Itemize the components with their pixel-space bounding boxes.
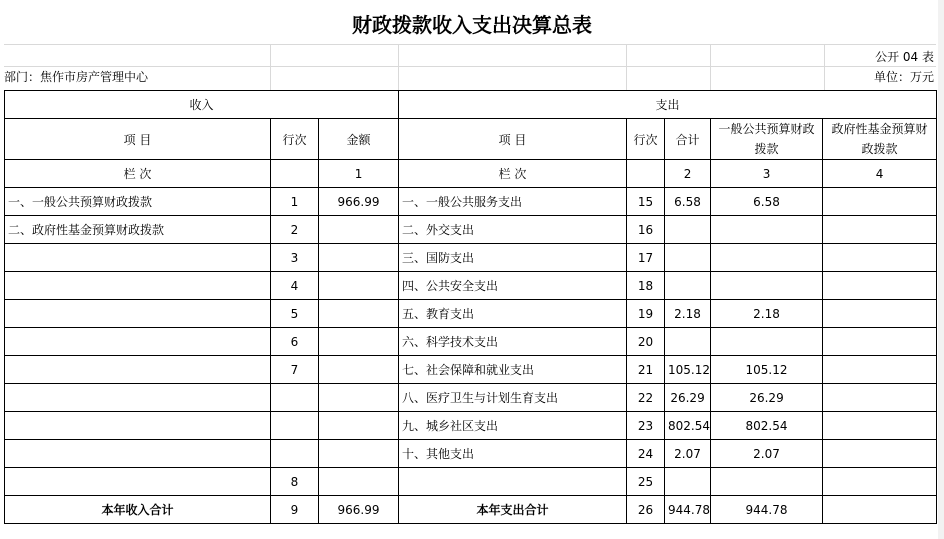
expense-fund-cell: [823, 412, 937, 440]
page-title: 财政拨款收入支出决算总表: [352, 13, 592, 37]
expense-general-cell: 802.54: [711, 412, 823, 440]
expense-total-row-no: 26: [627, 496, 665, 524]
expense-general-cell: [711, 272, 823, 300]
income-amount-cell: [319, 272, 399, 300]
header-gridline: [270, 44, 271, 90]
expense-fund-cell: [823, 188, 937, 216]
income-row-no-header: 行次: [271, 119, 319, 160]
expense-total-cell: [665, 328, 711, 356]
expense-fund-cell: [823, 272, 937, 300]
income-item-cell: [5, 440, 271, 468]
expense-general-cell: [711, 244, 823, 272]
income-row-no-cell: [271, 384, 319, 412]
expense-item-cell: 四、公共安全支出: [399, 272, 627, 300]
table-row: [5, 328, 937, 356]
expense-total-cell: 802.54: [665, 412, 711, 440]
expense-total-cell: 6.58: [665, 188, 711, 216]
table-row: [5, 468, 937, 496]
expense-general-cell: [711, 328, 823, 356]
income-amount-cell: [319, 300, 399, 328]
expense-total-cell: [665, 272, 711, 300]
table-row: [5, 272, 937, 300]
column-header-row: [5, 119, 937, 160]
income-amount-cell: [319, 216, 399, 244]
expense-general-cell: 6.58: [711, 188, 823, 216]
table-row: [5, 188, 937, 216]
table-row: [5, 356, 937, 384]
expense-fund-cell: [823, 244, 937, 272]
income-row-no-cell: 7: [271, 356, 319, 384]
expense-fund-cell: [823, 328, 937, 356]
income-item-header: 项 目: [5, 119, 271, 160]
expense-row-no-cell: 21: [627, 356, 665, 384]
income-amount-header: 金额: [319, 119, 399, 160]
expense-total-cell: [665, 244, 711, 272]
expense-item-cell: 十、其他支出: [399, 440, 627, 468]
section-header-row: [5, 91, 937, 119]
income-total-row-no: 9: [271, 496, 319, 524]
expense-total-amount: 944.78: [665, 496, 711, 524]
expense-item-header: 项 目: [399, 119, 627, 160]
column-number-cell: [271, 160, 319, 188]
income-row-no-cell: 4: [271, 272, 319, 300]
expense-total-cell: 2.07: [665, 440, 711, 468]
expense-fund-cell: [823, 356, 937, 384]
expense-item-cell: 七、社会保障和就业支出: [399, 356, 627, 384]
income-item-cell: [5, 300, 271, 328]
table-row: [5, 216, 937, 244]
expense-row-no-cell: 19: [627, 300, 665, 328]
table-row: [5, 384, 937, 412]
expense-fund-cell: [823, 440, 937, 468]
income-amount-cell: [319, 384, 399, 412]
income-amount-cell: [319, 244, 399, 272]
header-gridline: [710, 44, 711, 90]
income-row-no-cell: 3: [271, 244, 319, 272]
expense-total-header: 合计: [665, 119, 711, 160]
column-number-cell: 2: [665, 160, 711, 188]
column-label: 栏 次: [399, 160, 627, 188]
header-gridline: [4, 66, 936, 67]
income-amount-cell: [319, 468, 399, 496]
expense-item-cell: 三、国防支出: [399, 244, 627, 272]
expense-section-header: 支出: [399, 91, 937, 119]
table-row: [5, 412, 937, 440]
header-gridline: [4, 44, 936, 45]
income-row-no-cell: [271, 412, 319, 440]
department-label: 部门：焦作市房产管理中心: [4, 70, 149, 84]
expense-total-cell: [665, 216, 711, 244]
income-total-amount: 966.99: [319, 496, 399, 524]
expense-row-no-cell: 18: [627, 272, 665, 300]
totals-row: [5, 496, 937, 524]
unit-label: 单位：万元: [873, 70, 934, 84]
expense-item-cell: [399, 468, 627, 496]
expense-item-cell: 九、城乡社区支出: [399, 412, 627, 440]
expense-general-cell: 2.07: [711, 440, 823, 468]
expense-total-cell: 105.12: [665, 356, 711, 384]
fund-budget-header: 政府性基金预算财政拨款: [823, 119, 937, 160]
expense-total-cell: [665, 468, 711, 496]
income-item-cell: [5, 356, 271, 384]
table-row: [5, 300, 937, 328]
income-item-cell: [5, 384, 271, 412]
scroll-edge: [938, 0, 944, 539]
income-amount-cell: 966.99: [319, 188, 399, 216]
income-total-label: 本年收入合计: [5, 496, 271, 524]
expense-fund-cell: [823, 300, 937, 328]
column-number-row: [5, 160, 937, 188]
income-item-cell: [5, 244, 271, 272]
data-rows: [5, 188, 937, 496]
expense-row-no-header: 行次: [627, 119, 665, 160]
table-row: [5, 440, 937, 468]
expense-row-no-cell: 23: [627, 412, 665, 440]
income-row-no-cell: 2: [271, 216, 319, 244]
expense-general-cell: [711, 468, 823, 496]
income-amount-cell: [319, 356, 399, 384]
column-number-cell: 1: [319, 160, 399, 188]
income-item-cell: [5, 468, 271, 496]
expense-fund-cell: [823, 216, 937, 244]
expense-total-label: 本年支出合计: [399, 496, 627, 524]
column-number-cell: 4: [823, 160, 937, 188]
expense-row-no-cell: 22: [627, 384, 665, 412]
header-gridline: [398, 44, 399, 90]
expense-row-no-cell: 17: [627, 244, 665, 272]
column-number-cell: [627, 160, 665, 188]
expense-item-cell: 一、一般公共服务支出: [399, 188, 627, 216]
expense-item-cell: 八、医疗卫生与计划生育支出: [399, 384, 627, 412]
expense-item-cell: 二、外交支出: [399, 216, 627, 244]
expense-fund-cell: [823, 468, 937, 496]
income-row-no-cell: 8: [271, 468, 319, 496]
header-gridline: [824, 44, 825, 90]
expense-item-cell: 六、科学技术支出: [399, 328, 627, 356]
column-label: 栏 次: [5, 160, 271, 188]
expense-general-cell: [711, 216, 823, 244]
expense-fund-cell: [823, 384, 937, 412]
header-gridline: [626, 44, 627, 90]
income-amount-cell: [319, 412, 399, 440]
income-item-cell: [5, 328, 271, 356]
expense-row-no-cell: 25: [627, 468, 665, 496]
expense-general-cell: 2.18: [711, 300, 823, 328]
expense-item-cell: 五、教育支出: [399, 300, 627, 328]
income-row-no-cell: 1: [271, 188, 319, 216]
expense-general-cell: 26.29: [711, 384, 823, 412]
expense-row-no-cell: 15: [627, 188, 665, 216]
income-item-cell: [5, 412, 271, 440]
expense-total-fund: [823, 496, 937, 524]
expense-total-cell: 26.29: [665, 384, 711, 412]
income-section-header: 收入: [5, 91, 399, 119]
income-row-no-cell: 5: [271, 300, 319, 328]
column-number-cell: 3: [711, 160, 823, 188]
expense-total-cell: 2.18: [665, 300, 711, 328]
expense-total-general: 944.78: [711, 496, 823, 524]
form-number: 公开 04 表: [875, 50, 934, 64]
income-item-cell: 一、一般公共预算财政拨款: [5, 188, 271, 216]
expense-row-no-cell: 24: [627, 440, 665, 468]
general-budget-header: 一般公共预算财政拨款: [711, 119, 823, 160]
expense-row-no-cell: 16: [627, 216, 665, 244]
table-row: [5, 244, 937, 272]
income-item-cell: 二、政府性基金预算财政拨款: [5, 216, 271, 244]
income-item-cell: [5, 272, 271, 300]
budget-table: [4, 90, 937, 524]
income-amount-cell: [319, 440, 399, 468]
expense-general-cell: 105.12: [711, 356, 823, 384]
income-row-no-cell: 6: [271, 328, 319, 356]
income-row-no-cell: [271, 440, 319, 468]
expense-row-no-cell: 20: [627, 328, 665, 356]
income-amount-cell: [319, 328, 399, 356]
